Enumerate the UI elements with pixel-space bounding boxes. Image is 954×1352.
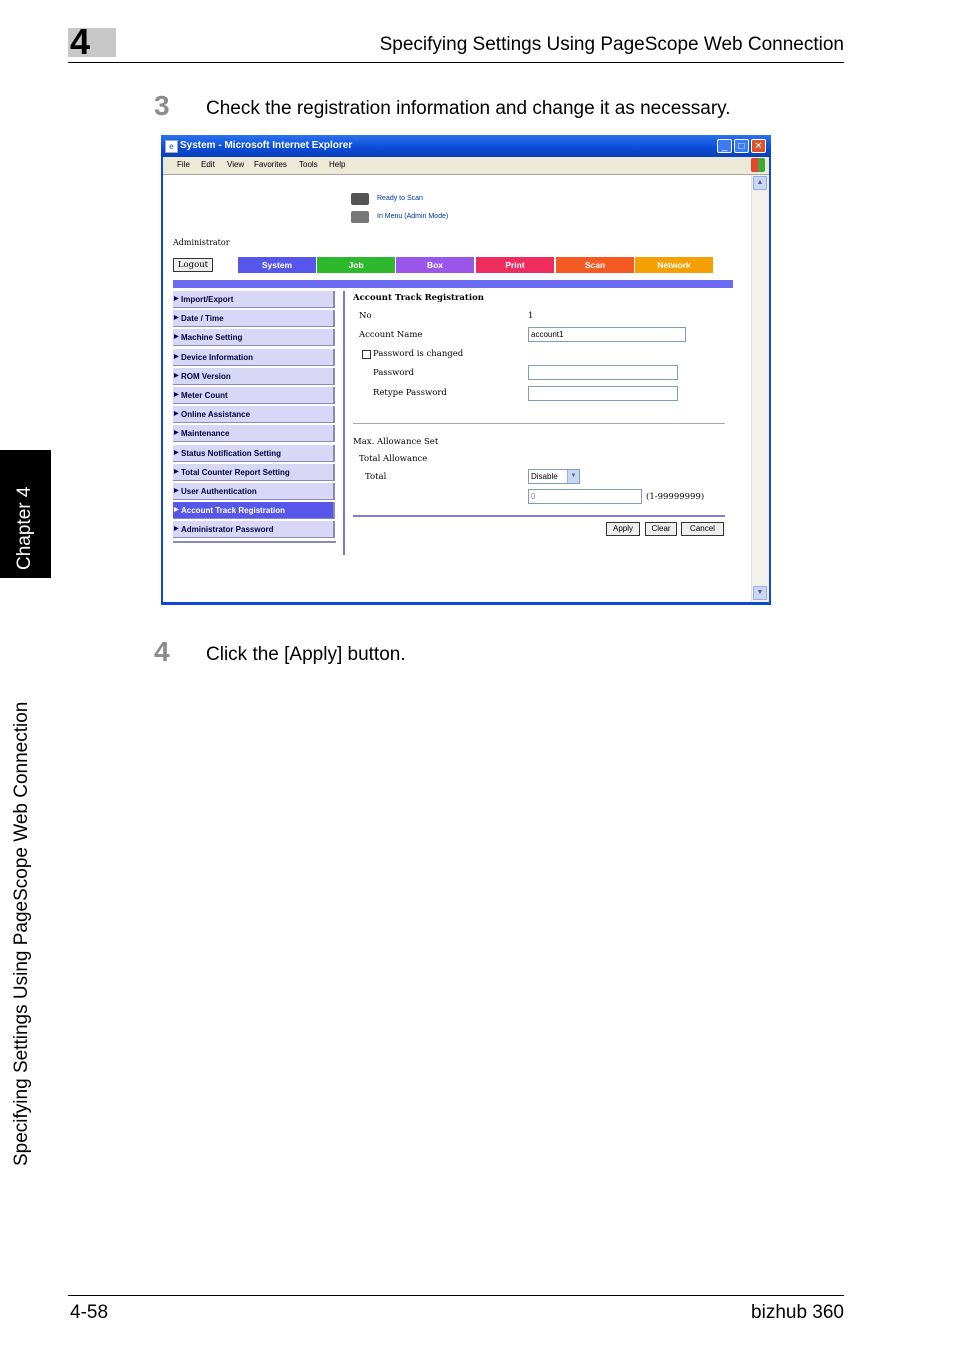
step-3-text: Check the registration information and change it as necessary. [206,98,731,119]
password-label: Password [373,368,415,378]
nav-machine-setting[interactable]: ▶ Machine Setting [173,329,335,346]
menu-favorites[interactable]: Favorites [254,160,287,169]
tab-box[interactable]: Box [396,257,474,273]
menu-tools[interactable]: Tools [299,160,318,169]
total-select[interactable] [528,469,580,484]
no-value: 1 [528,311,534,321]
menu-bar [163,157,769,175]
side-tab-chapter-label: Chapter 4 [14,486,35,570]
user-label: Administrator [173,238,230,247]
account-name-input[interactable]: account1 [528,327,686,342]
max-allowance-heading: Max. Allowance Set [353,437,439,447]
nav-date-time[interactable]: ▶ Date / Time [173,310,335,327]
status-admin-mode: In Menu (Admin Mode) [377,213,449,220]
step-4-number: 4 [154,636,170,667]
window-title: System - Microsoft Internet Explorer [180,140,353,151]
menu-help[interactable]: Help [329,160,346,169]
chapter-number: 4 [70,21,91,62]
nav-maintenance[interactable]: ▶ Maintenance [173,425,335,442]
nav-bottom-rule [173,541,336,543]
total-select-value: Disable [531,472,558,481]
browser-screenshot [161,135,771,605]
form-bottom-rule [353,515,725,517]
admin-nav [173,291,335,540]
header-title: Specifying Settings Using PageScope Web Connection [379,34,844,55]
password-changed-label: Password is changed [373,349,464,359]
web-page [163,175,751,602]
nav-total-counter-report-setting[interactable]: ▶ Total Counter Report Setting [173,464,335,481]
windows-logo-icon [751,158,765,172]
chevron-down-icon[interactable]: ▼ [567,470,579,483]
menu-edit[interactable]: Edit [201,160,215,169]
minimize-button[interactable]: _ [717,139,732,153]
nav-administrator-password[interactable]: ▶ Administrator Password [173,521,335,538]
total-label: Total [365,472,387,482]
status-ready: Ready to Scan [377,195,423,202]
total-range-hint: (1-99999999) [646,492,705,502]
retype-password-input[interactable] [528,386,678,401]
tab-print[interactable]: Print [476,257,554,273]
nav-status-notification-setting[interactable]: ▶ Status Notification Setting [173,445,335,462]
password-changed-checkbox[interactable] [362,350,371,359]
form-heading: Account Track Registration [353,293,484,303]
no-label: No [359,311,372,321]
tab-scan[interactable]: Scan [556,257,634,273]
clear-button[interactable]: Clear [645,522,677,536]
section-divider [353,423,725,424]
nav-online-assistance[interactable]: ▶ Online Assistance [173,406,335,423]
total-input[interactable]: 0 [528,489,642,504]
vertical-scrollbar[interactable] [751,175,769,602]
nav-user-authentication[interactable]: ▶ User Authentication [173,483,335,500]
tab-system[interactable]: System [238,257,316,273]
nav-rom-version[interactable]: ▶ ROM Version [173,368,335,385]
nav-meter-count[interactable]: ▶ Meter Count [173,387,335,404]
nav-import-export[interactable]: ▶ Import/Export [173,291,335,308]
total-allowance-label: Total Allowance [359,454,428,464]
nav-device-information[interactable]: ▶ Device Information [173,349,335,366]
password-input[interactable] [528,365,678,380]
logout-button[interactable]: Logout [173,258,213,272]
cancel-button[interactable]: Cancel [681,522,724,536]
header-rule [68,62,844,63]
window-titlebar [161,135,771,157]
page-number: 4-58 [70,1302,109,1323]
product-name: bizhub 360 [751,1302,844,1323]
header-blue-bar [173,280,733,288]
account-name-label: Account Name [359,330,423,340]
menu-view[interactable]: View [227,160,245,169]
footer-rule [68,1295,844,1296]
admin-mode-icon [351,211,369,223]
close-button[interactable]: ✕ [751,139,766,153]
step-3-number: 3 [154,90,170,121]
retype-password-label: Retype Password [373,388,447,398]
ie-page-icon: e [165,140,178,153]
step-4-text: Click the [Apply] button. [206,644,406,665]
tab-network[interactable]: Network [635,257,713,273]
scroll-down-icon[interactable]: ▼ [753,586,767,600]
nav-divider [343,291,345,555]
apply-button[interactable]: Apply [606,522,640,536]
tab-job[interactable]: Job [317,257,395,273]
scroll-up-icon[interactable]: ▲ [753,176,767,190]
side-tab-section-label: Specifying Settings Using PageScope Web Connection [11,701,32,1166]
menu-file[interactable]: File [177,160,190,169]
maximize-button[interactable]: □ [734,139,749,153]
nav-account-track-registration[interactable]: ▶ Account Track Registration [173,502,335,519]
printer-status-icon [351,193,369,205]
